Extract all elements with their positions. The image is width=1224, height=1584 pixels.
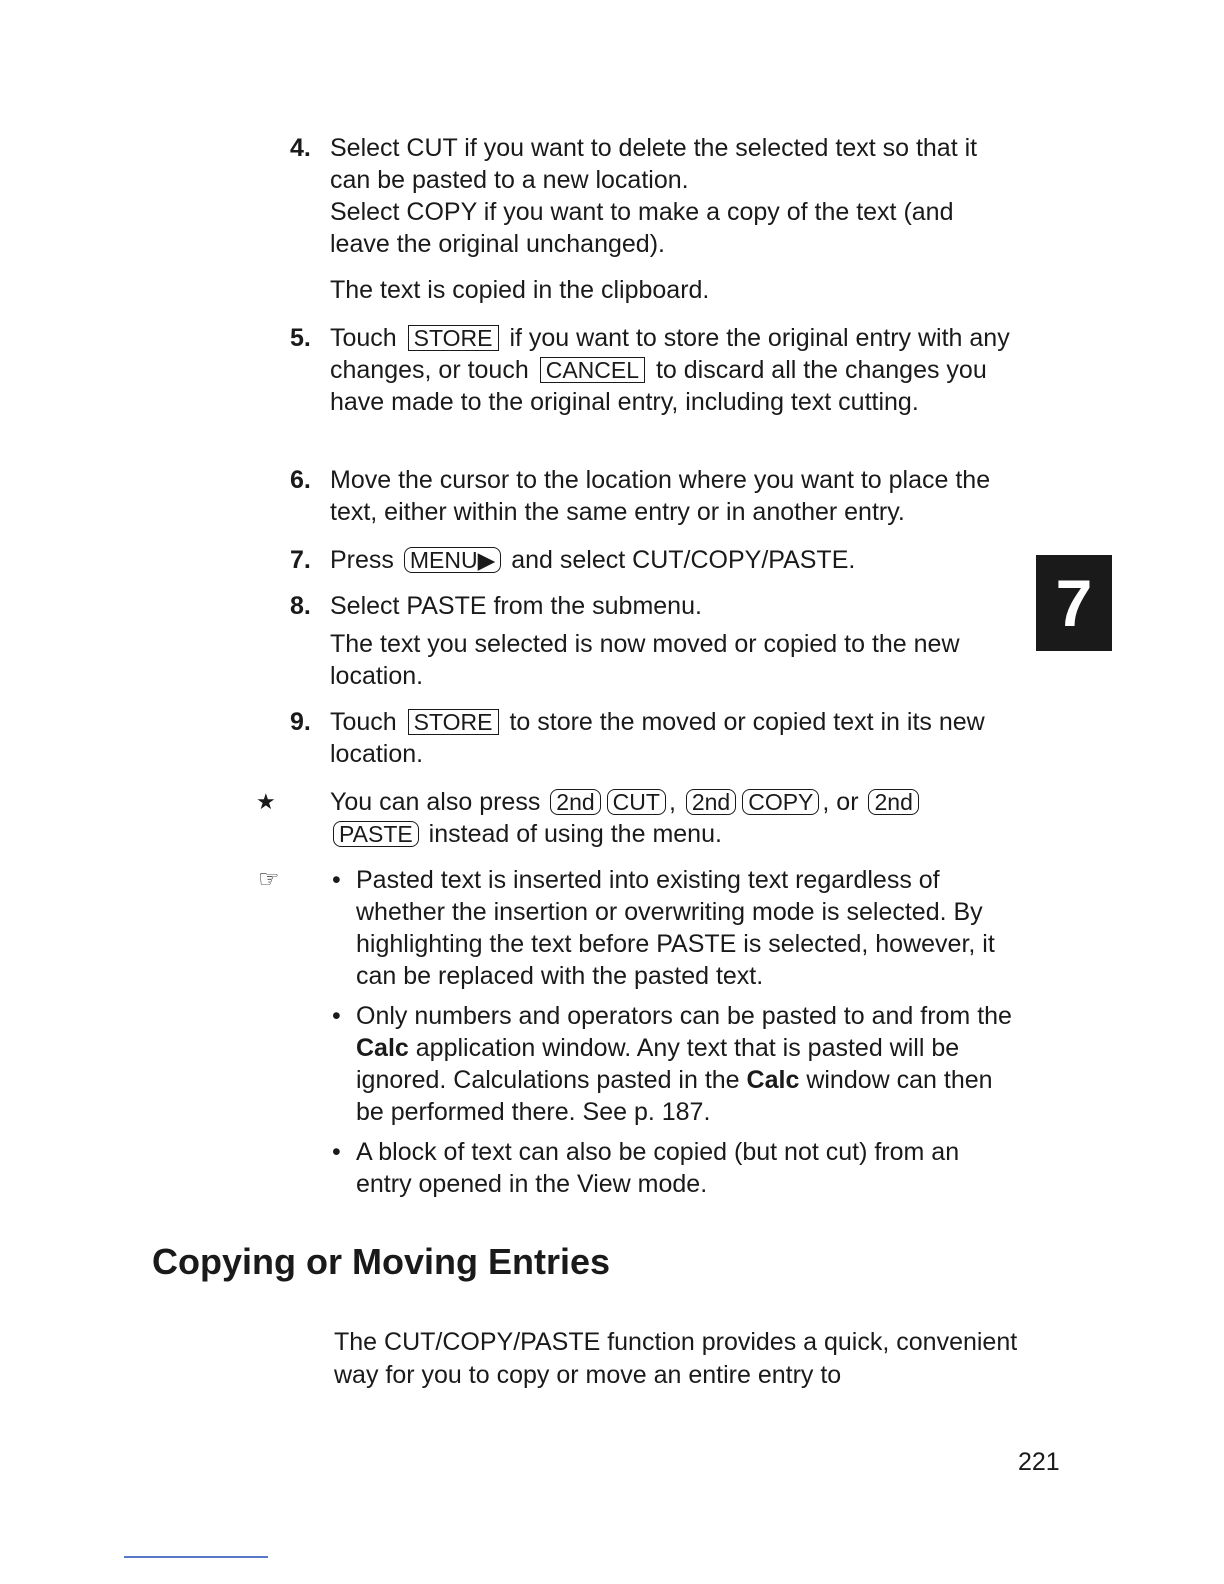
step-9 xyxy=(290,706,1020,770)
2nd-key: 2nd xyxy=(550,789,600,815)
store-key: STORE xyxy=(408,325,499,351)
calc-app-name: Calc xyxy=(356,1034,409,1062)
step-number: 8. xyxy=(290,592,311,620)
paste-key: PASTE xyxy=(333,821,419,847)
step-text: Select CUT if you want to delete the selected text so that it can be pasted to a new location. xyxy=(330,134,978,194)
bullet-text: application window. Any text that is pasted will be ignored. Calculations pasted in the xyxy=(356,1034,960,1094)
step-text xyxy=(330,544,1020,576)
step-number: 5. xyxy=(290,324,311,352)
step-text: Select PASTE from the submenu. xyxy=(330,592,702,620)
step-number: 6. xyxy=(290,466,311,494)
chapter-tab: 7 xyxy=(1036,555,1112,651)
step-text: Select COPY if you want to make a copy of the text (and leave the original unchanged). xyxy=(330,198,954,258)
text-fragment: Touch xyxy=(330,324,397,352)
step-result: The text is copied in the clipboard. xyxy=(330,276,710,304)
step-7 xyxy=(290,544,1020,576)
step-result: The text you selected is now moved or copied to the new location. xyxy=(330,630,960,690)
bullet-text: Pasted text is inserted into existing text regardless of whether the insertion or overwriting mode is selected. By highlighting the text before PASTE is selected, however, it can be replaced with the pasted text. xyxy=(356,866,995,990)
text-fragment: instead of using the menu. xyxy=(428,820,722,848)
cut-key: CUT xyxy=(607,789,666,815)
separator: , xyxy=(668,788,676,816)
store-key: STORE xyxy=(408,709,499,735)
text-fragment: Press xyxy=(330,546,394,574)
bullet-text: A block of text can also be copied (but not cut) from an entry opened in the View mode. xyxy=(356,1138,960,1198)
tip-star-icon: ★ xyxy=(256,789,276,814)
text-fragment: to store the moved or copied text in its new location. xyxy=(330,708,985,768)
text-fragment: if you want to store the original entry with any changes, or touch xyxy=(330,324,1010,384)
2nd-key: 2nd xyxy=(686,789,736,815)
bullet-dot-icon: • xyxy=(332,1002,341,1030)
step-5 xyxy=(290,322,1020,418)
step-text xyxy=(330,706,1020,770)
section-heading: Copying or Moving Entries xyxy=(152,1241,611,1282)
note-bullet xyxy=(330,864,1020,992)
separator: , or xyxy=(822,788,859,816)
menu-key: MENU▶ xyxy=(404,547,501,573)
bullet-text: Only numbers and operators can be pasted to and from the xyxy=(356,1002,1012,1030)
text-fragment: You can also press xyxy=(330,788,541,816)
note-block xyxy=(330,864,1020,1208)
step-6 xyxy=(290,464,1020,528)
bullet-dot-icon: • xyxy=(332,1138,341,1166)
step-text xyxy=(330,322,1020,418)
tip-block xyxy=(330,786,1020,850)
copy-key: COPY xyxy=(742,789,819,815)
bullet-text: window can then be performed there. See p. 187. xyxy=(356,1066,993,1126)
bullet-dot-icon: • xyxy=(332,866,341,894)
cancel-key: CANCEL xyxy=(540,357,645,383)
step-8 xyxy=(290,590,1020,692)
page-number: 221 xyxy=(1018,1448,1060,1476)
footer-rule xyxy=(124,1556,268,1558)
note-bullet xyxy=(330,1136,1020,1200)
step-number: 7. xyxy=(290,546,311,574)
text-fragment: Touch xyxy=(330,708,397,736)
step-number: 4. xyxy=(290,134,311,162)
2nd-key: 2nd xyxy=(868,789,918,815)
pointing-hand-icon: ☞ xyxy=(258,866,280,893)
step-text: Move the cursor to the location where you want to place the text, either within the same entry or in another entry. xyxy=(330,466,991,526)
text-fragment: and select CUT/COPY/PASTE. xyxy=(511,546,856,574)
text-fragment: to discard all the changes you have made to the original entry, including text cutting. xyxy=(330,356,987,416)
calc-app-name: Calc xyxy=(746,1066,800,1094)
note-bullet xyxy=(330,1000,1020,1128)
step-number: 9. xyxy=(290,708,311,736)
section-intro: The CUT/COPY/PASTE function provides a quick, convenient way for you to copy or move an entire entry to xyxy=(334,1328,1018,1389)
step-4 xyxy=(290,132,1020,306)
